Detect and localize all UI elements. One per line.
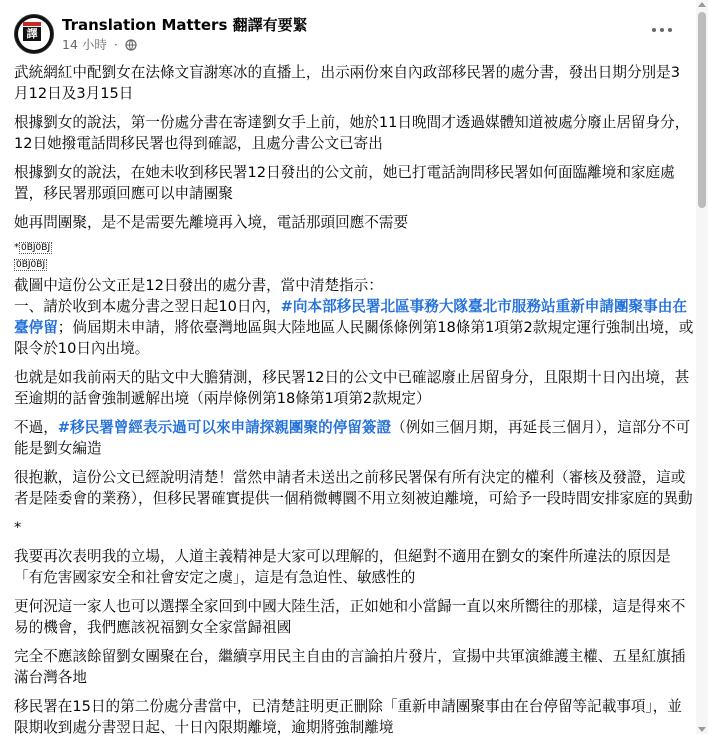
paragraph-1: 武統網紅中配劉女在法條文盲謝寒冰的直播上，出示兩份來自內政部移民署的處分書，發出日期分別是3月12日及3月15日 <box>14 64 681 102</box>
post-timestamp[interactable]: 14 小時 <box>62 37 107 52</box>
p6-line-1: 截圖中這份公文正是12日發出的處分書，當中清楚指示： <box>14 277 383 294</box>
page-avatar[interactable] <box>14 14 54 54</box>
post-meta <box>62 35 137 54</box>
obj-code-2: 0BJ0BJ <box>16 260 46 270</box>
p8-prefix: 不過， <box>14 419 58 436</box>
obj-code-1: 0BJ0BJ <box>21 243 51 253</box>
obj-line-1 <box>14 241 694 255</box>
p6-line-2-prefix: 一、請於收到本處分書之翌日起10日內， <box>14 298 281 315</box>
paragraph-7: 也就是如我前兩天的貼文中大膽猜測，移民署12日的公文中已確認廢止居留身分，且限期十日內出境，甚至逾期的話會強制遞解出境（兩岸條例第18條第1項第2款規定） <box>14 369 690 407</box>
more-options-icon[interactable] <box>650 20 676 40</box>
p6-line-2-suffix: ；倘屆期未申請，將依臺灣地區與大陸地區人民關係條例第18條第1項第2款規定運行強制出境，或限令於10日內出境。 <box>14 319 694 357</box>
post-body <box>14 62 694 746</box>
page-name-link[interactable]: Translation Matters 翻譯有要緊 <box>62 16 308 34</box>
paragraph-14: 移民署在15日的第二份處分書當中，已清楚註明更正刪除「重新申請團聚事由在台停留等記載事項」，並限期收到處分書翌日起、十日內限期離境，逾期將強制離境 <box>14 698 682 736</box>
p8-suffix: （例如三個月期，再延長三個月），這部分不可能是劉女編造 <box>14 419 691 457</box>
paragraph-6 <box>14 275 694 359</box>
paragraph-13: 完全不應該餘留劉女團聚在台，繼續享用民主自由的言論拍片發片，宣揚中共軍演維護主權、五星紅旗插滿台灣各地 <box>14 648 686 686</box>
meta-separator: · <box>113 37 118 52</box>
obj-line-2 <box>14 258 694 272</box>
scroll-up-arrow-icon[interactable] <box>698 2 706 7</box>
paragraph-11: 我要再次表明我的立場，人道主義精神是大家可以理解的，但絕對不適用在劉女的案件所違法的原因是「有危害國家安全和社會安定之虞」，這是有急迫性、敏感性的 <box>14 548 671 586</box>
hashtag-link-visa[interactable]: #移民署曾經表示過可以來申請探親團聚的停留簽證 <box>57 419 392 436</box>
scroll-down-arrow-icon[interactable] <box>698 727 706 732</box>
scrollbar-thumb[interactable] <box>698 12 706 208</box>
post-header <box>14 12 694 56</box>
hashtag-link-reapply[interactable]: #向本部移民署北區事務大隊臺北市服務站重新申請團聚事由在臺停留 <box>14 298 687 336</box>
paragraph-3: 根據劉女的說法，在她未收到移民署12日發出的公文前，她已打電話詢問移民署如何面臨離境和家庭處置，移民署那頭回應可以申請團聚 <box>14 164 675 202</box>
paragraph-4: 她再問團聚，是不是需要先離境再入境，電話那頭回應不需要 <box>14 214 409 231</box>
scrollbar[interactable] <box>696 0 708 734</box>
paragraph-2: 根據劉女的說法，第一份處分書在寄達劉女手上前，她於11日晚間才透過媒體知道被處分廢止居留身分，12日她撥電話問移民署也得到確認，且處分書公文已寄出 <box>14 114 690 152</box>
paragraph-8 <box>14 417 694 459</box>
globe-icon[interactable] <box>125 39 137 54</box>
avatar-accent <box>23 22 41 26</box>
paragraph-9: 很抱歉，這份公文已經說明清楚！當然申請者未送出之前移民署保有所有決定的權利（審核及發證，這或者是陸委會的業務），但移民署確實提供一個稍微轉圜不用立刻被迫離境，可給予一段時間安排家庭的異動 <box>14 469 693 507</box>
paragraph-10: * <box>14 519 22 536</box>
paragraph-12: 更何況這一家人也可以選擇全家回到中國大陸生活，正如她和小當歸一直以來所嚮往的那樣，這是得來不易的機會，我們應該祝福劉女全家當歸祖國 <box>14 598 686 636</box>
obj-prefix: * <box>14 242 19 253</box>
avatar-logo-text: 譯 <box>23 27 41 41</box>
